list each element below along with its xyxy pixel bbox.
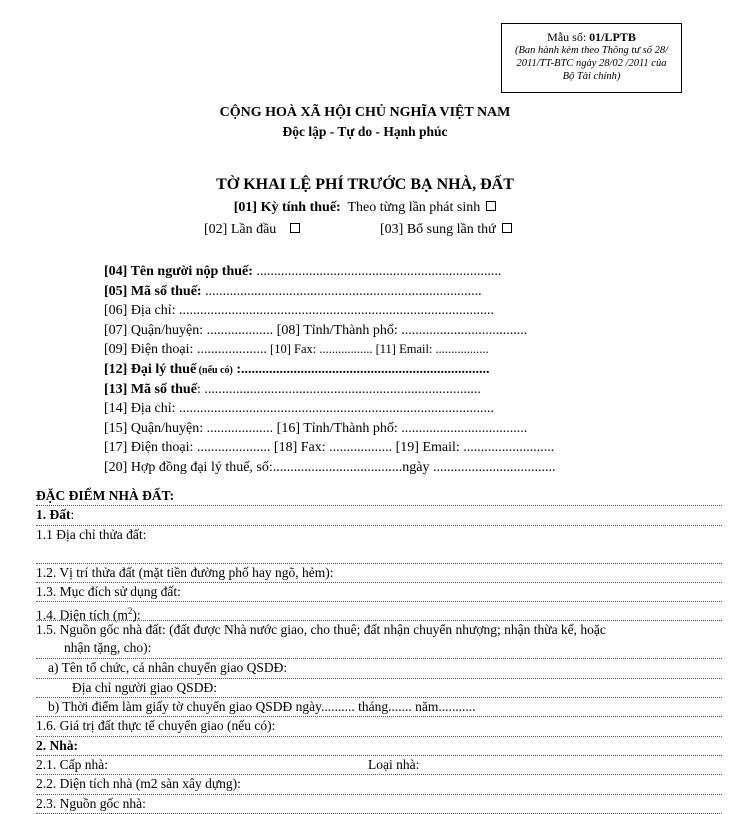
agent-tax-code-field[interactable]: : ............................................................................... [196,381,481,397]
taxpayer-name-field[interactable]: ...................................................................... [252,264,502,279]
agent-district-field[interactable]: [15] Quận/huyện: ................... [104,420,274,436]
agent-email-field[interactable]: [19] Email: .......................... [392,440,555,456]
supplement-checkbox[interactable] [502,223,512,233]
agent-contact-row[interactable] [104,438,664,458]
house-heading-text: 2. Nhà: [36,737,79,753]
land-area-unit-sup: 2 [127,606,133,617]
tax-period-label: [01] Kỳ tính thuế: [233,200,341,215]
tax-code-row[interactable] [104,282,664,302]
land-origin-line[interactable] [36,621,722,659]
land-heading [36,506,722,525]
land-position-line[interactable]: 1.2. Vị trí thửa đất (mặt tiền đường phố hay ngõ, hẻm): [36,564,722,583]
land-heading-colon: : [70,507,75,523]
features-heading [36,487,722,506]
address-row[interactable]: [06] Địa chỉ: .......................................................................................... [104,303,495,319]
house-type-label: Loại nhà: [368,756,420,772]
agent-tax-code-row[interactable] [104,380,664,400]
supplement [380,222,512,238]
property-features [36,487,722,814]
transfer-date-line[interactable]: b) Thời điểm làm giấy tờ chuyển giao QSDĐ ngày.......... tháng....... năm........... [36,698,722,717]
agent-province-field[interactable]: [16] Tỉnh/Thành phố: .................................... [273,420,528,436]
tax-agent-field[interactable]: :....................................................................... [232,361,490,377]
transferor-name-line[interactable]: a) Tên tổ chức, cá nhân chuyển giao QSDĐ: [36,659,722,678]
first-time-checkbox[interactable] [290,223,300,233]
supplement-label: [03] Bổ sung lần thứ [380,222,496,237]
agent-address-row[interactable]: [14] Địa chỉ: .......................................................................................... [104,401,495,417]
form-code-label: Mẫu số: [547,30,590,44]
land-value-line[interactable]: 1.6. Giá trị đất thực tế chuyển giao (nếu có): [36,717,722,736]
taxpayer-name-label: [04] Tên người nộp thuế: [104,264,253,279]
nation-title: CỘNG HOÀ XÃ HỘI CHỦ NGHĨA VIỆT NAM [219,105,511,120]
agent-fax-field[interactable]: [18] Fax: .................. [270,440,393,456]
land-purpose-line[interactable]: 1.3. Mục đích sử dụng đất: [36,583,722,602]
taxpayer-info [104,262,664,478]
land-area-label: 1.4. Diện tích (m [36,607,128,623]
first-time [204,222,300,238]
page-title: TỜ KHAI LỆ PHÍ TRƯỚC BẠ NHÀ, ĐẤT [216,176,514,193]
land-address-line[interactable] [36,526,722,564]
form-code [502,30,681,44]
tax-period [0,200,730,216]
district-field[interactable]: [07] Quận/huyện: ................... [104,322,274,338]
form-issue-note: (Ban hành kèm theo Thông tư số 28/ 2011/TT-BTC ngày 28/02 /2011 của Bộ Tài chính) [514,45,668,82]
agent-contract-row[interactable]: [20] Hợp đồng đại lý thuế, số:.....................................ngày ................................... [104,459,556,475]
taxpayer-name-row[interactable] [104,262,664,282]
house-heading [36,737,722,756]
form-number-box [501,23,682,93]
agent-district-row[interactable] [104,419,664,439]
district-row[interactable] [104,321,664,341]
tax-agent-note: (nếu có) [196,364,233,376]
tax-code-field[interactable]: ............................................................................... [201,283,482,299]
house-grade-line[interactable] [36,756,722,775]
house-area-line[interactable]: 2.2. Diện tích nhà (m2 sàn xây dựng): [36,775,722,794]
form-code-value: 01/LPTB [589,30,636,44]
phone-field[interactable]: [09] Điện thoại: .................... [104,342,267,358]
tax-agent-label: [12] Đại lý thuế [104,361,197,377]
tax-agent-row[interactable] [104,360,664,380]
land-address-label: 1.1 Địa chỉ thửa đất: [36,526,147,542]
province-field[interactable]: [08] Tỉnh/Thành phố: .................................... [273,322,528,338]
house-origin-line[interactable]: 2.3. Nguồn gốc nhà: [36,795,722,814]
agent-phone-field[interactable]: [17] Điện thoại: ..................... [104,440,271,456]
land-origin-label-cont: nhận tặng, cho): [64,640,152,656]
agent-tax-code-label: [13] Mã số thuế [104,381,197,397]
tax-period-checkbox[interactable] [486,201,496,211]
land-origin-label: 1.5. Nguồn gốc nhà đất: (đất được Nhà nước giao, cho thuê; đất nhận chuyển nhượng; nhận thừa kế, hoặc [36,622,606,638]
tax-code-label: [05] Mã số thuế: [104,283,202,299]
house-grade-label: 2.1. Cấp nhà: [36,756,108,772]
land-area-label-end: ): [132,607,141,623]
land-area-line[interactable] [36,602,722,621]
tax-period-value: Theo từng lần phát sinh [347,200,481,215]
land-heading-text: 1. Đất [36,507,71,523]
contact-row[interactable] [104,340,664,360]
features-heading-text: ĐẶC ĐIỂM NHÀ ĐẤT: [36,488,175,503]
email-field[interactable]: [11] Email: ................. [372,342,489,357]
fax-field[interactable]: [10] Fax: ................. [266,342,373,357]
transferor-address-line[interactable]: Địa chỉ người giao QSDĐ: [36,679,722,698]
motto: Độc lập - Tự do - Hạnh phúc [282,124,448,139]
first-time-label: [02] Lần đầu [204,222,277,237]
